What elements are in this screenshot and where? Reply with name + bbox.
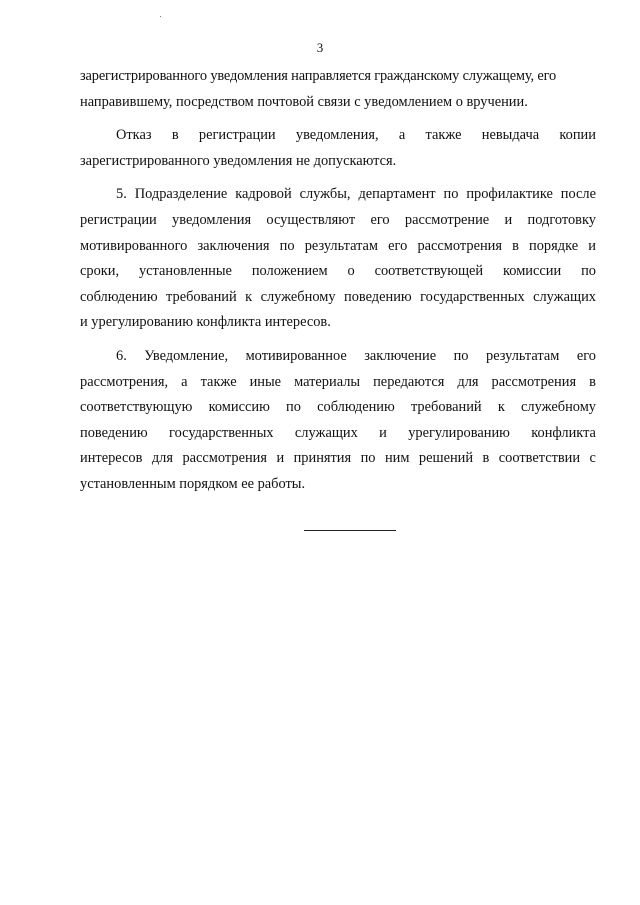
word: интересов [80, 450, 143, 467]
word: по [360, 450, 376, 467]
word: решений [418, 450, 474, 467]
paragraph-refusal-prohibited [80, 123, 596, 174]
word: соответствующую [80, 399, 193, 416]
word: к [497, 399, 505, 416]
word: департамент [358, 186, 436, 203]
word: и [276, 450, 285, 467]
text-line [80, 285, 596, 311]
word: мотивированного [80, 237, 188, 254]
text-line [80, 208, 596, 234]
text-line: и урегулированию конфликта интересов. [80, 314, 331, 331]
text-line [80, 182, 596, 208]
word: в [512, 237, 519, 254]
text-line: установленным порядком ее работы. [80, 475, 306, 492]
word: рассмотрение [404, 211, 490, 228]
paragraph-6-transfer [80, 344, 596, 498]
word: комиссии [503, 263, 562, 280]
word: регистрации [80, 211, 157, 228]
word: государственных [169, 424, 274, 441]
word: также [200, 373, 237, 390]
word: по [279, 237, 295, 254]
word: к [245, 288, 253, 305]
word: и [504, 211, 513, 228]
word: и [379, 424, 387, 441]
word: установленные [138, 263, 232, 280]
text-line [80, 234, 596, 260]
word: иные [249, 373, 282, 390]
word: сроки, [80, 263, 120, 280]
word: служащих [294, 424, 358, 441]
text-line [80, 123, 596, 149]
word: служащих [533, 288, 596, 305]
word: с [589, 450, 596, 467]
paragraph-registration-notice [80, 64, 596, 115]
word: ним [384, 450, 410, 467]
word: соблюдению [80, 288, 158, 305]
word: 6. [116, 347, 127, 364]
word: Отказ [116, 127, 152, 144]
word: кадровой [235, 186, 292, 203]
end-of-text-rule [304, 530, 396, 531]
word: результатам [304, 237, 379, 254]
text-line: зарегистрированного уведомления не допускаются. [80, 152, 397, 169]
word: положением [251, 263, 328, 280]
word: поведению [344, 288, 412, 305]
word: конфликта [531, 424, 596, 441]
word: его [388, 237, 408, 254]
word: результатам [486, 347, 560, 364]
text-line: направившему, посредством почтовой связи с уведомлением о вручении. [80, 93, 528, 110]
word: в [482, 450, 490, 467]
text-line [80, 446, 596, 472]
word: а [181, 373, 188, 390]
word: рассмотрения [182, 450, 267, 467]
word: комиссию [208, 399, 270, 416]
word: рассмотрения, [80, 373, 169, 390]
word: для [151, 450, 173, 467]
word: соответствии [498, 450, 581, 467]
word: передаются [373, 373, 445, 390]
word: соответствующей [374, 263, 484, 280]
scan-speck [160, 16, 161, 17]
word: профилактике [466, 186, 553, 203]
word: соблюдению [317, 399, 395, 416]
word: для [457, 373, 479, 390]
text-line [80, 395, 596, 421]
word: материалы [294, 373, 361, 390]
word: Подразделение [134, 186, 228, 203]
word: и [588, 237, 596, 254]
word: после [560, 186, 596, 203]
word: уведомления, [295, 127, 379, 144]
word: служебному [521, 399, 596, 416]
word: по [443, 186, 459, 203]
word: Уведомление, [144, 347, 229, 364]
word: службы, [299, 186, 351, 203]
text-line [80, 344, 596, 370]
word: рассмотрения [491, 373, 577, 390]
word: заключение [364, 347, 437, 364]
word: о [347, 263, 355, 280]
word: в [589, 373, 596, 390]
word: порядке [529, 237, 579, 254]
word: по [581, 263, 596, 280]
text-line [80, 421, 596, 447]
word: а [398, 127, 406, 144]
word: осуществляют [266, 211, 356, 228]
document-body [80, 64, 596, 498]
word: требований [410, 399, 482, 416]
word: государственных [420, 288, 525, 305]
word: невыдача [481, 127, 540, 144]
page-number: 3 [316, 40, 324, 55]
word: поведению [80, 424, 148, 441]
text-line [80, 259, 596, 285]
word: уведомления [172, 211, 252, 228]
word: также [425, 127, 462, 144]
word: в [171, 127, 179, 144]
word: его [370, 211, 390, 228]
word: мотивированное [245, 347, 347, 364]
word: требований [166, 288, 237, 305]
word: 5. [116, 186, 127, 203]
word: заключения [197, 237, 270, 254]
word: подготовку [527, 211, 596, 228]
word: служебному [260, 288, 336, 305]
word: по [453, 347, 469, 364]
text-line: зарегистрированного уведомления направляется гражданскому служащему, его [80, 68, 557, 84]
word: его [576, 347, 596, 364]
word: принятия [293, 450, 352, 467]
paragraph-5-review [80, 182, 596, 336]
text-line [80, 370, 596, 396]
word: регистрации [198, 127, 276, 144]
word: рассмотрения [417, 237, 502, 254]
word: урегулированию [408, 424, 510, 441]
word: по [286, 399, 301, 416]
word: копии [559, 127, 596, 144]
